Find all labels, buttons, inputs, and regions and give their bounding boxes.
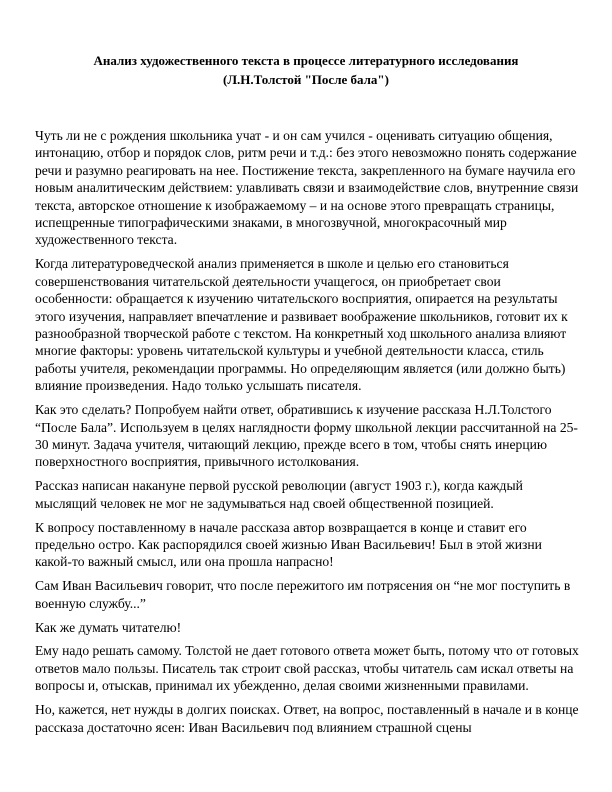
paragraph-9: Но, кажется, нет нужды в долгих поисках. Ответ, на вопрос, поставленный в начале и в конце рассказа достаточно ясен: Иван Васильевич под влиянием страшной сцены	[35, 702, 579, 735]
paragraph-5: К вопросу поставленному в начале рассказа автор возвращается в конце и ставит его предельно остро. Как распорядился своей жизнью Иван Васильевич! Был в этой жизни какой-то важный смысл, или она прошла напрасно!	[35, 519, 542, 570]
paragraph-1: Чуть ли не с рождения школьника учат - и он сам учился - оценивать ситуацию общения, интонацию, отбор и порядок слов, ритм речи и т.д.: без этого невозможно понять содержание речи и разумно реагировать на нее. Постижение текста, закрепленного на бумаге научила его новым аналитическим действием: улавливать связи и взаимодействие слов, внутренние связи текста, авторское отношение к изображаемому – и на основе этого превращать страницы, испещренные типографическими знаками, в многозвучной, многокрасочный мир художественного текста.	[35, 128, 579, 248]
document-title: Анализ художественного текста в процессе литературного исследования	[93, 53, 519, 68]
paragraph-8: Ему надо решать самому. Толстой не дает готового ответа может быть, потому что от готовых ответов мало пользы. Писатель так строит свой рассказ, чтобы читатель сам искал ответы на вопросы и, отыскав, принимал их убежденно, делая своими жизненными правилами.	[35, 643, 579, 694]
paragraph-7: Как же думать читателю!	[35, 619, 182, 635]
paragraph-4: Рассказ написан накануне первой русской революции (август 1903 г.), когда каждый мыслящий человек не мог не задумываться над своей общественной позицией.	[35, 478, 523, 511]
paragraph-2: Когда литературоведческой анализ применяется в школе и целью его становиться совершенствования читательской деятельности учащегося, он приобретает свои особенности: обращается к изучению читательского восприятия, опирается на результаты этого изучения, направляет впечатление и развивает воображение школьников, готовит их к разнообразной творческой работе с текстом. На конкретный ход школьного анализа влияют многие факторы: уровень читательской культуры и учебной деятельности класса, стиль работы учителя, рекомендации программы. Но определяющим является (или должно быть) влияние произведения. Надо только услышать писателя.	[35, 256, 568, 394]
paragraph-3: Как это сделать? Попробуем найти ответ, обратившись к изучение рассказа Н.Л.Толстого “После Бала”. Используем в целях наглядности форму школьной лекции рассчитанной на 25-30 минут. Задача учителя, читающий лекцию, прежде всего в том, чтобы снять инерцию поверхностного восприятия, привычного истолкования.	[35, 402, 578, 470]
document-subtitle: (Л.Н.Толстой "После бала")	[223, 72, 389, 87]
paragraph-6: Сам Иван Васильевич говорит, что после пережитого им потрясения он “не мог поступить в военную службу...”	[35, 578, 571, 611]
document-body	[35, 127, 580, 743]
